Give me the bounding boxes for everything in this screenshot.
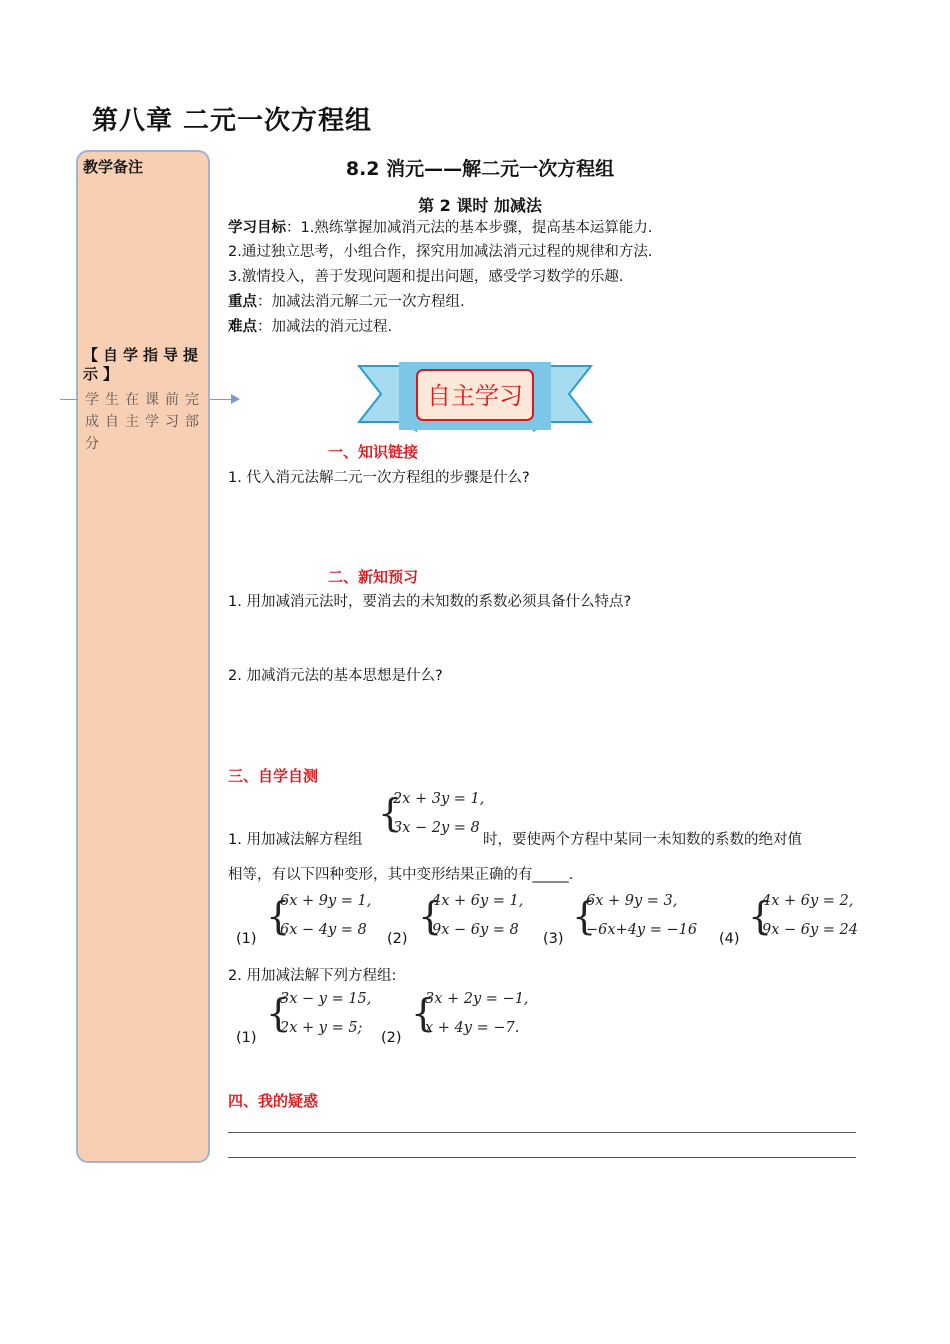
brace-icon: { (572, 894, 597, 938)
guide-title: 【自学指导提示】 (83, 346, 204, 383)
key-point-label: 重点 (228, 294, 257, 310)
goal-item-3: 3.激情投入，善于发现问题和提出问题，感受学习数学的乐趣. (228, 269, 624, 285)
chapter-title: 第八章 二元一次方程组 (92, 106, 373, 136)
option-4-label: (4) (719, 931, 740, 947)
answer-line (228, 1157, 856, 1158)
option-2-eq2: 9x − 6y = 8 (432, 922, 519, 938)
goal-item-1: ：1.熟练掌握加减消元法的基本步骤，提高基本运算能力. (286, 220, 653, 236)
key-point-text: ：加减法消元解二元一次方程组. (257, 294, 465, 310)
system-main-eq2: 3x − 2y = 8 (393, 820, 480, 836)
right-arrow-line (210, 399, 232, 400)
option-1-label: (1) (236, 931, 257, 947)
teaching-notes-sidebar (76, 150, 210, 1163)
goals-label: 学习目标 (228, 220, 286, 236)
difficulty (228, 315, 392, 339)
part3-q1-line2: 相等，有以下四种变形，其中变形结果正确的有_____. (228, 867, 574, 883)
option-2-label: (2) (387, 931, 408, 947)
option-4-eq2: 9x − 6y = 24 (762, 922, 859, 938)
part3-q1-prefix: 1. 用加减法解方程组 (228, 832, 363, 848)
ribbon-banner-icon (355, 360, 595, 436)
banner-text: 自主学习 (427, 382, 523, 410)
system2-1-label: (1) (236, 1030, 257, 1046)
option-3-label: (3) (543, 931, 564, 947)
option-1-eq2: 6x − 4y = 8 (280, 922, 367, 938)
part3-heading: 三、自学自测 (228, 767, 319, 785)
brace-icon: { (266, 894, 291, 938)
answer-line (228, 1132, 856, 1133)
option-3-eq2: −6x+4y = −16 (586, 922, 698, 938)
option-2-eq1: 4x + 6y = 1, (432, 893, 524, 909)
option-1-eq1: 6x + 9y = 1, (280, 893, 372, 909)
system-main-eq1: 2x + 3y = 1, (393, 791, 485, 807)
part1-question-1: 1. 代入消元法解二元一次方程组的步骤是什么? (228, 470, 530, 486)
part2-question-1: 1. 用加减消元法时，要消去的未知数的系数必须具备什么特点? (228, 594, 632, 610)
part4-heading: 四、我的疑惑 (228, 1092, 319, 1110)
section-title: 8.2 消元——解二元一次方程组 (345, 158, 615, 180)
arrow-head-icon (231, 394, 240, 404)
part1-heading: 一、知识链接 (328, 443, 419, 461)
part2-heading: 二、新知预习 (328, 568, 419, 586)
brace-icon: { (748, 894, 773, 938)
brace-icon: { (266, 991, 291, 1035)
lesson-title: 第 2 课时 加减法 (418, 196, 542, 215)
brace-icon: { (418, 894, 443, 938)
part2-question-2: 2. 加减消元法的基本思想是什么? (228, 668, 443, 684)
guide-text: 学生在课前完成自主学习部分 (85, 392, 205, 452)
goal-item-2: 2.通过独立思考，小组合作，探究用加减法消元过程的规律和方法. (228, 244, 653, 260)
part3-question-2: 2. 用加减法解下列方程组: (228, 968, 397, 984)
sidebar-title: 教学备注 (83, 158, 144, 176)
option-4-eq1: 4x + 6y = 2, (762, 893, 854, 909)
system2-1-eq2: 2x + y = 5; (280, 1020, 363, 1036)
system2-1-eq1: 3x − y = 15, (280, 991, 372, 1007)
goals-line1 (228, 216, 652, 240)
key-point (228, 290, 465, 314)
system2-2-eq2: x + 4y = −7. (425, 1020, 520, 1036)
system2-2-label: (2) (381, 1030, 402, 1046)
brace-icon: { (378, 791, 403, 835)
difficulty-text: ：加减法的消元过程. (257, 319, 393, 335)
left-arrow-line (60, 399, 78, 400)
difficulty-label: 难点 (228, 319, 257, 335)
part3-q1-suffix: 时，要使两个方程中某同一未知数的系数的绝对值 (483, 832, 802, 848)
option-3-eq1: 6x + 9y = 3, (586, 893, 678, 909)
brace-icon: { (411, 991, 436, 1035)
system2-2-eq1: 3x + 2y = −1, (425, 991, 529, 1007)
